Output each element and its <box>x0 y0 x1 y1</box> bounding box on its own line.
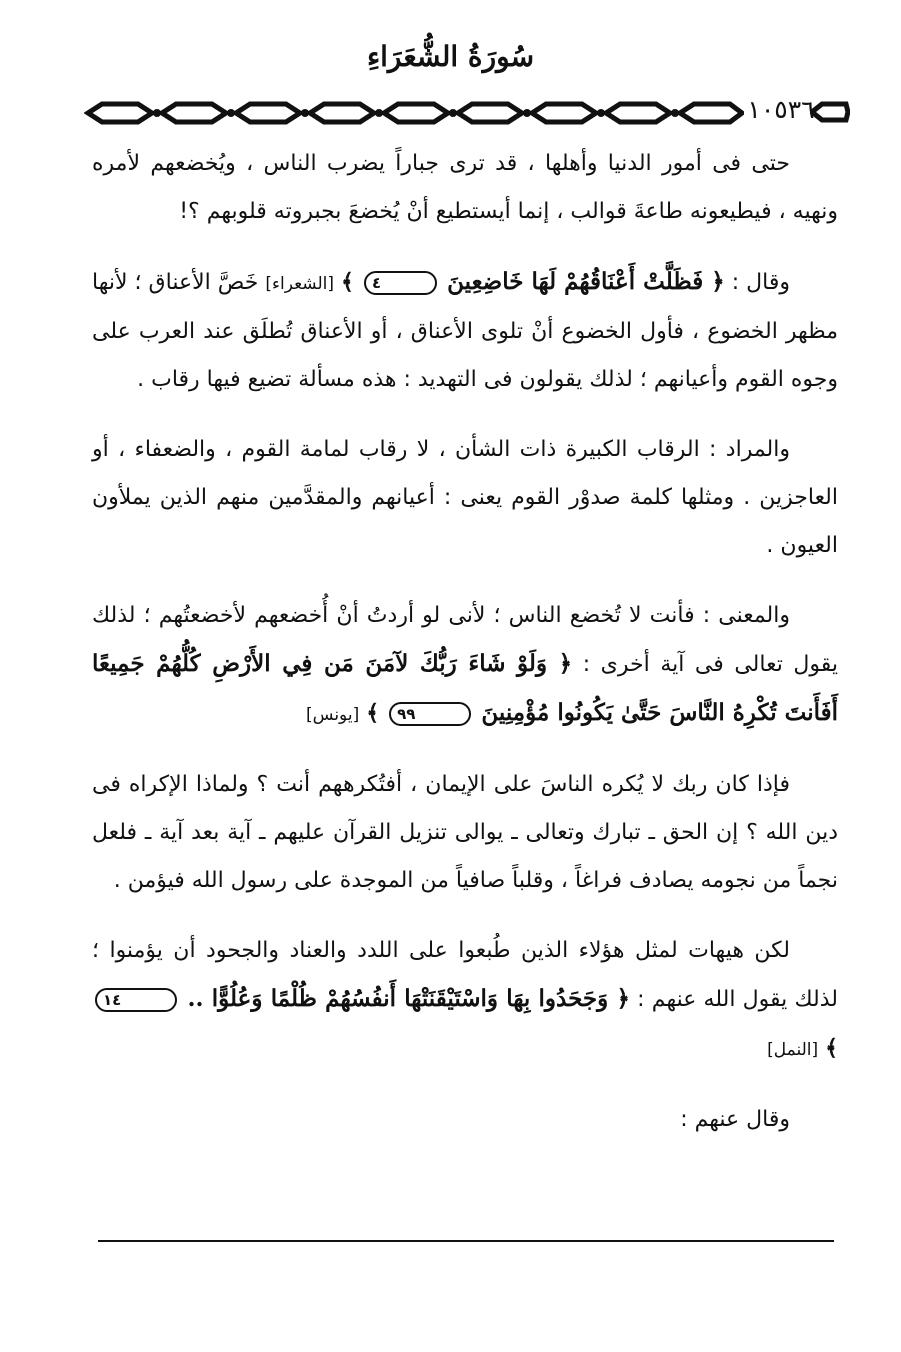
paragraph-text: حتى فى أمور الدنيا وأهلها ، قد ترى جباراً يضرب الناس ، ويُخضعهم لأمره ونهيه ، فيطيعونه طاعةَ قوالب ، إنما أيستطيع أنْ يُخضعَ بجبروته قلوبهم ؟! <box>92 151 838 224</box>
paragraph-text: خَصَّ الأعناق ؛ لأنها مظهر الخضوع ، فأول الخضوع أنْ تلوى الأعناق ، أو الأعناق تُطلَق عند العرب على وجوه القوم وأعيانهم ؛ لذلك يقولون فى التهديد : هذه مسألة تضيع فيها رقاب . <box>92 270 838 392</box>
surah-title: سُورَةُ الشُّعَرَاءِ <box>366 40 535 73</box>
paragraph-text: والمعنى : فأنت لا تُخضع الناس ؛ لأنى لو أردتُ أنْ أُخضعهم لأخضعتُهم ؛ لذلك يقول تعالى فى آية أخرى : <box>92 603 839 677</box>
page-body <box>92 140 838 1166</box>
paragraph-text: فإذا كان ربك لا يُكره الناسَ على الإيمان ، أفتُكرههم أنت ؟ ولماذا الإكراه فى دين الله ؟ إن الحق ـ تبارك وتعالى ـ يوالى تنزيل القرآن عليهم ـ آية بعد آية ـ فلعل نجماً من نجومه يصادف فراغاً ، وقلباً صافياً من الموجدة على رسول الله فيؤمن . <box>92 772 838 893</box>
page-number: ١٠٥٣٦ <box>747 95 815 124</box>
paragraph-6 <box>92 927 838 1074</box>
paragraph-7 <box>92 1096 838 1144</box>
paragraph-4 <box>92 592 838 739</box>
quran-close-bracket: ﴾ <box>366 700 380 726</box>
quran-close-bracket: ﴾ <box>341 269 354 295</box>
quran-close-bracket: ﴾ <box>825 1035 838 1061</box>
paragraph-2 <box>92 258 838 404</box>
paragraph-3 <box>92 426 838 570</box>
surah-reference: [الشعراء] <box>265 274 334 294</box>
ayah-number-marker: ١٤ <box>95 988 177 1012</box>
quran-verse: ﴿ وَجَحَدُوا بِهَا وَاسْتَيْقَنَتْهَا أَنفُسُهُمْ ظُلْمًا وَعُلُوًّا .. <box>187 985 630 1012</box>
surah-reference: [النمل] <box>767 1040 819 1060</box>
paragraph-text: لكن هيهات لمثل هؤلاء الذين طُبعوا على اللدد والعناد والجحود أن يؤمنوا ؛ لذلك يقول الله عنهم : <box>92 938 838 1012</box>
paragraph-text: والمراد : الرقاب الكبيرة ذات الشأن ، لا رقاب لمامة القوم ، والضعفاء ، أو العاجزين . ومثلها كلمة صدوْر القوم يعنى : أعيانهم والمقدَّمين منهم الذين يملأون العيون . <box>92 437 838 558</box>
ayah-number-marker: ٩٩ <box>389 702 471 726</box>
quran-verse: ﴿ فَظَلَّتْ أَعْنَاقُهُمْ لَهَا خَاضِعِينَ <box>447 268 725 295</box>
ornamental-header-border <box>84 98 744 128</box>
paragraph-5 <box>92 761 838 905</box>
paragraph-1 <box>92 140 838 236</box>
paragraph-text: وقال : <box>731 270 791 295</box>
footer-divider <box>98 1240 834 1242</box>
paragraph-text: وقال عنهم : <box>680 1107 790 1132</box>
quran-verse: ﴿ وَلَوْ شَاءَ رَبُّكَ لآمَنَ مَن فِي الأَرْضِ كُلُّهُمْ جَمِيعًا أَفَأَنتَ تُكْرِهُ النَّاسَ حَتَّىٰ يَكُونُوا مُؤْمِنِينَ <box>92 650 838 726</box>
ayah-number-marker: ٤ <box>364 271 437 295</box>
surah-reference: [يونس] <box>306 705 360 725</box>
ornamental-header-end-cap <box>810 100 850 124</box>
